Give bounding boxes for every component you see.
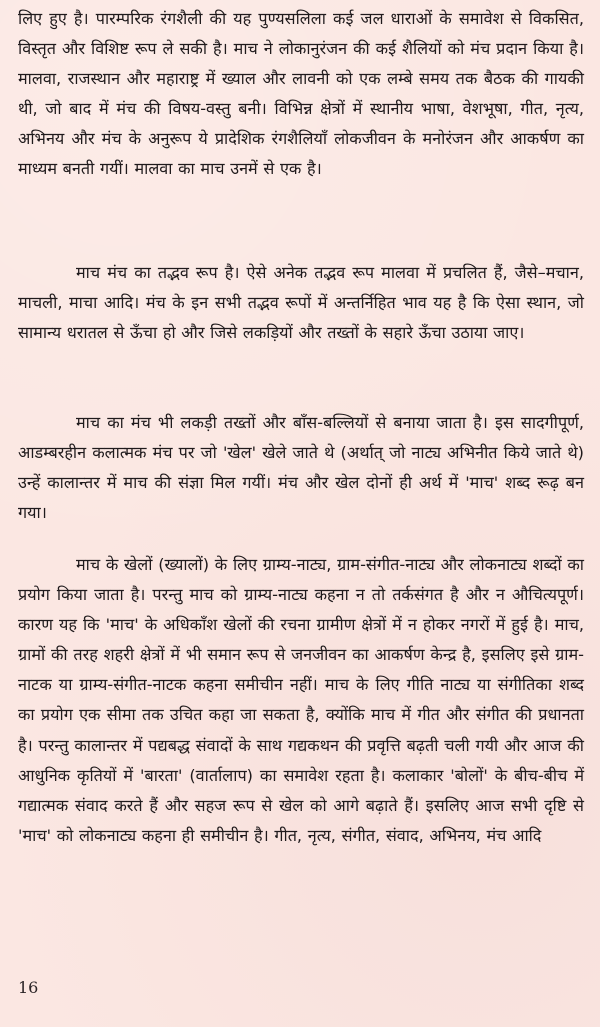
paragraph-3: माच का मंच भी लकड़ी तख्तों और बाँस-बल्लियों से बनाया जाता है। इस सादगीपूर्ण, आडम्बरहीन कलात्मक मंच पर जो 'खेल' खेले जाते थे (अर्थात् जो नाट्य अभिनीत किये जाते थे) उन्हें कालान्तर में माच की संज्ञा मिल गयीं। मंच और खेल दोनों ही अर्थ में 'माच' शब्द रूढ़ बन गया। <box>18 413 584 523</box>
paragraph-1: लिए हुए है। पारम्परिक रंगशैली की यह पुण्यसलिला कई जल धाराओं के समावेश से विकसित, विस्तृत और विशिष्ट रूप ले सकी है। माच ने लोकानुरंजन की कई शैलियों को मंच प्रदान किया है। मालवा, राजस्थान और महाराष्ट्र में ख्याल और लावनी को एक लम्बे समय तक बैठक की गायकी थी, जो बाद में मंच की विषय-वस्तु बनी। विभिन्न क्षेत्रों में स्थानीय भाषा, वेशभूषा, गीत, नृत्य, अभिनय और मंच के अनुरूप ये प्रादेशिक रंगशैलियाँ लोकजीवन के मनोरंजन और आकर्षण का माध्यम बनती गयीं। मालवा का माच उनमें से एक है। <box>18 9 584 179</box>
paragraph-2: माच मंच का तद्भव रूप है। ऐसे अनेक तद्भव रूप मालवा में प्रचलित हैं, जैसे–मचान, माचली, माचा आदि। मंच के इन सभी तद्भव रूपों में अन्तर्निहित भाव यह है कि ऐसा स्थान, जो सामान्य धरातल से ऊँचा हो और जिसे लकड़ियों और तख्तों के सहारे ऊँचा उठाया जाए। <box>18 263 584 343</box>
paragraph-4: माच के खेलों (ख्यालों) के लिए ग्राम्य-नाट्य, ग्राम-संगीत-नाट्य और लोकनाट्य शब्दों का प्रयोग किया जाता है। परन्तु माच को ग्राम्य-नाट्य कहना न तो तर्कसंगत है और न औचित्यपूर्ण। कारण यह कि 'माच' के अधिकाँश खेलों की रचना ग्रामीण क्षेत्रों में न होकर नगरों में हुई है। माच, ग्रामों की तरह शहरी क्षेत्रों में भी समान रूप से जनजीवन का आकर्षण केन्द्र है, इसलिए इसे ग्राम-नाटक या ग्राम्य-संगीत-नाटक कहना समीचीन नहीं। माच के लिए गीति नाट्य या संगीतिका शब्द का प्रयोग एक सीमा तक उचित कहा जा सकता है, क्योंकि माच में गीत और संगीत की प्रधानता है। परन्तु कालान्तर में पद्यबद्ध संवादों के साथ गद्यकथन की प्रवृत्ति बढ़ती चली गयी और आज की आधुनिक कृतियों में 'बारता' (वार्तालाप) का समावेश रहता है। कलाकार 'बोलों' के बीच-बीच में गद्यात्मक संवाद करते हैं और सहज रूप से खेल को आगे बढ़ाते हैं। इसलिए आज सभी दृष्टि से 'माच' को लोकनाट्य कहना ही समीचीन है। गीत, नृत्य, संगीत, संवाद, अभिनय, मंच आदि <box>18 555 584 845</box>
page-number: 16 <box>18 978 39 997</box>
